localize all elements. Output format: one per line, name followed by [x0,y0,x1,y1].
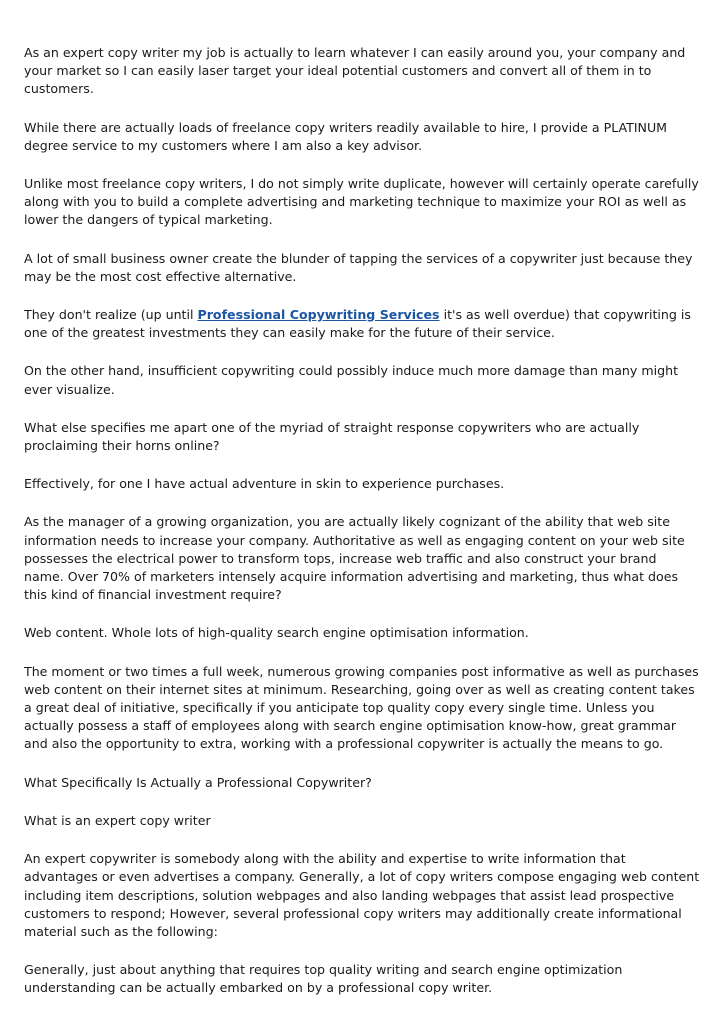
paragraph-5-after: it's as well overdue) that copywriting is one of the greatest investments they can easily make for the future of their service. [24,307,691,341]
paragraph-3: Unlike most freelance copy writers, I do not simply write duplicate, however will certainly operate carefully along with you to build a complete advertising and marketing technique to maximize your ROI as well as lower the dangers of typical marketing. [24,176,699,228]
paragraph-14: An expert copywriter is somebody along with the ability and expertise to write information that advantages or even advertises a company. Generally, a lot of copy writers compose engaging web content including item descriptions, solution webpages and also landing webpages that assist lead prospective customers to respond; However, several professional copy writers may additionally create informational material such as the following: [24,851,700,939]
paragraph-8: Effectively, for one I have actual adventure in skin to experience purchases. [24,476,505,492]
paragraph-10: Web content. Whole lots of high-quality search engine optimisation information. [24,625,529,641]
professional-copywriting-services-link[interactable]: Professional Copywriting Services [197,307,440,323]
paragraph-5 [24,306,700,342]
paragraph-2: While there are actually loads of freelance copy writers readily available to hire, I provide a PLATINUM degree service to my customers where I am also a key advisor. [24,119,668,153]
paragraph-4: A lot of small business owner create the blunder of tapping the services of a copywriter just because they may be the most cost effective alternative. [24,250,693,284]
paragraph-5-before: They don't realize (up until [24,307,198,323]
document-body [24,44,700,1018]
paragraph-12: What Specifically Is Actually a Professional Copywriter? [24,774,372,790]
paragraph-13: What is an expert copy writer [24,812,211,828]
paragraph-11: The moment or two times a full week, numerous growing companies post informative as well as purchases web content on their internet sites at minimum. Researching, going over as well as creating content takes a great deal of initiative, specifically if you anticipate top quality copy every single time. Unless you actually possess a staff of employees along with search engine optimisation know-how, great grammar and also the opportunity to extra, working with a professional copywriter is actually the means to go. [24,663,699,752]
paragraph-6: On the other hand, insufficient copywriting could possibly induce much more damage than many might ever visualize. [24,363,679,397]
paragraph-15: Generally, just about anything that requires top quality writing and search engine optimization understanding can be actually embarked on by a professional copy writer. [24,962,623,996]
paragraph-1: As an expert copy writer my job is actually to learn whatever I can easily around you, your company and your market so I can easily laser target your ideal potential customers and convert all of them in to customers. [24,45,686,97]
paragraph-7: What else specifies me apart one of the myriad of straight response copywriters who are actually proclaiming their horns online? [24,419,640,454]
paragraph-9: As the manager of a growing organization, you are actually likely cognizant of the ability that web site information needs to increase your company. Authoritative as well as engaging content on your web site possesses the electrical power to transform tops, increase web traffic and also construct your brand name. Over 70% of marketers intensely acquire information advertising and marketing, thus what does this kind of financial investment require? [24,514,685,603]
